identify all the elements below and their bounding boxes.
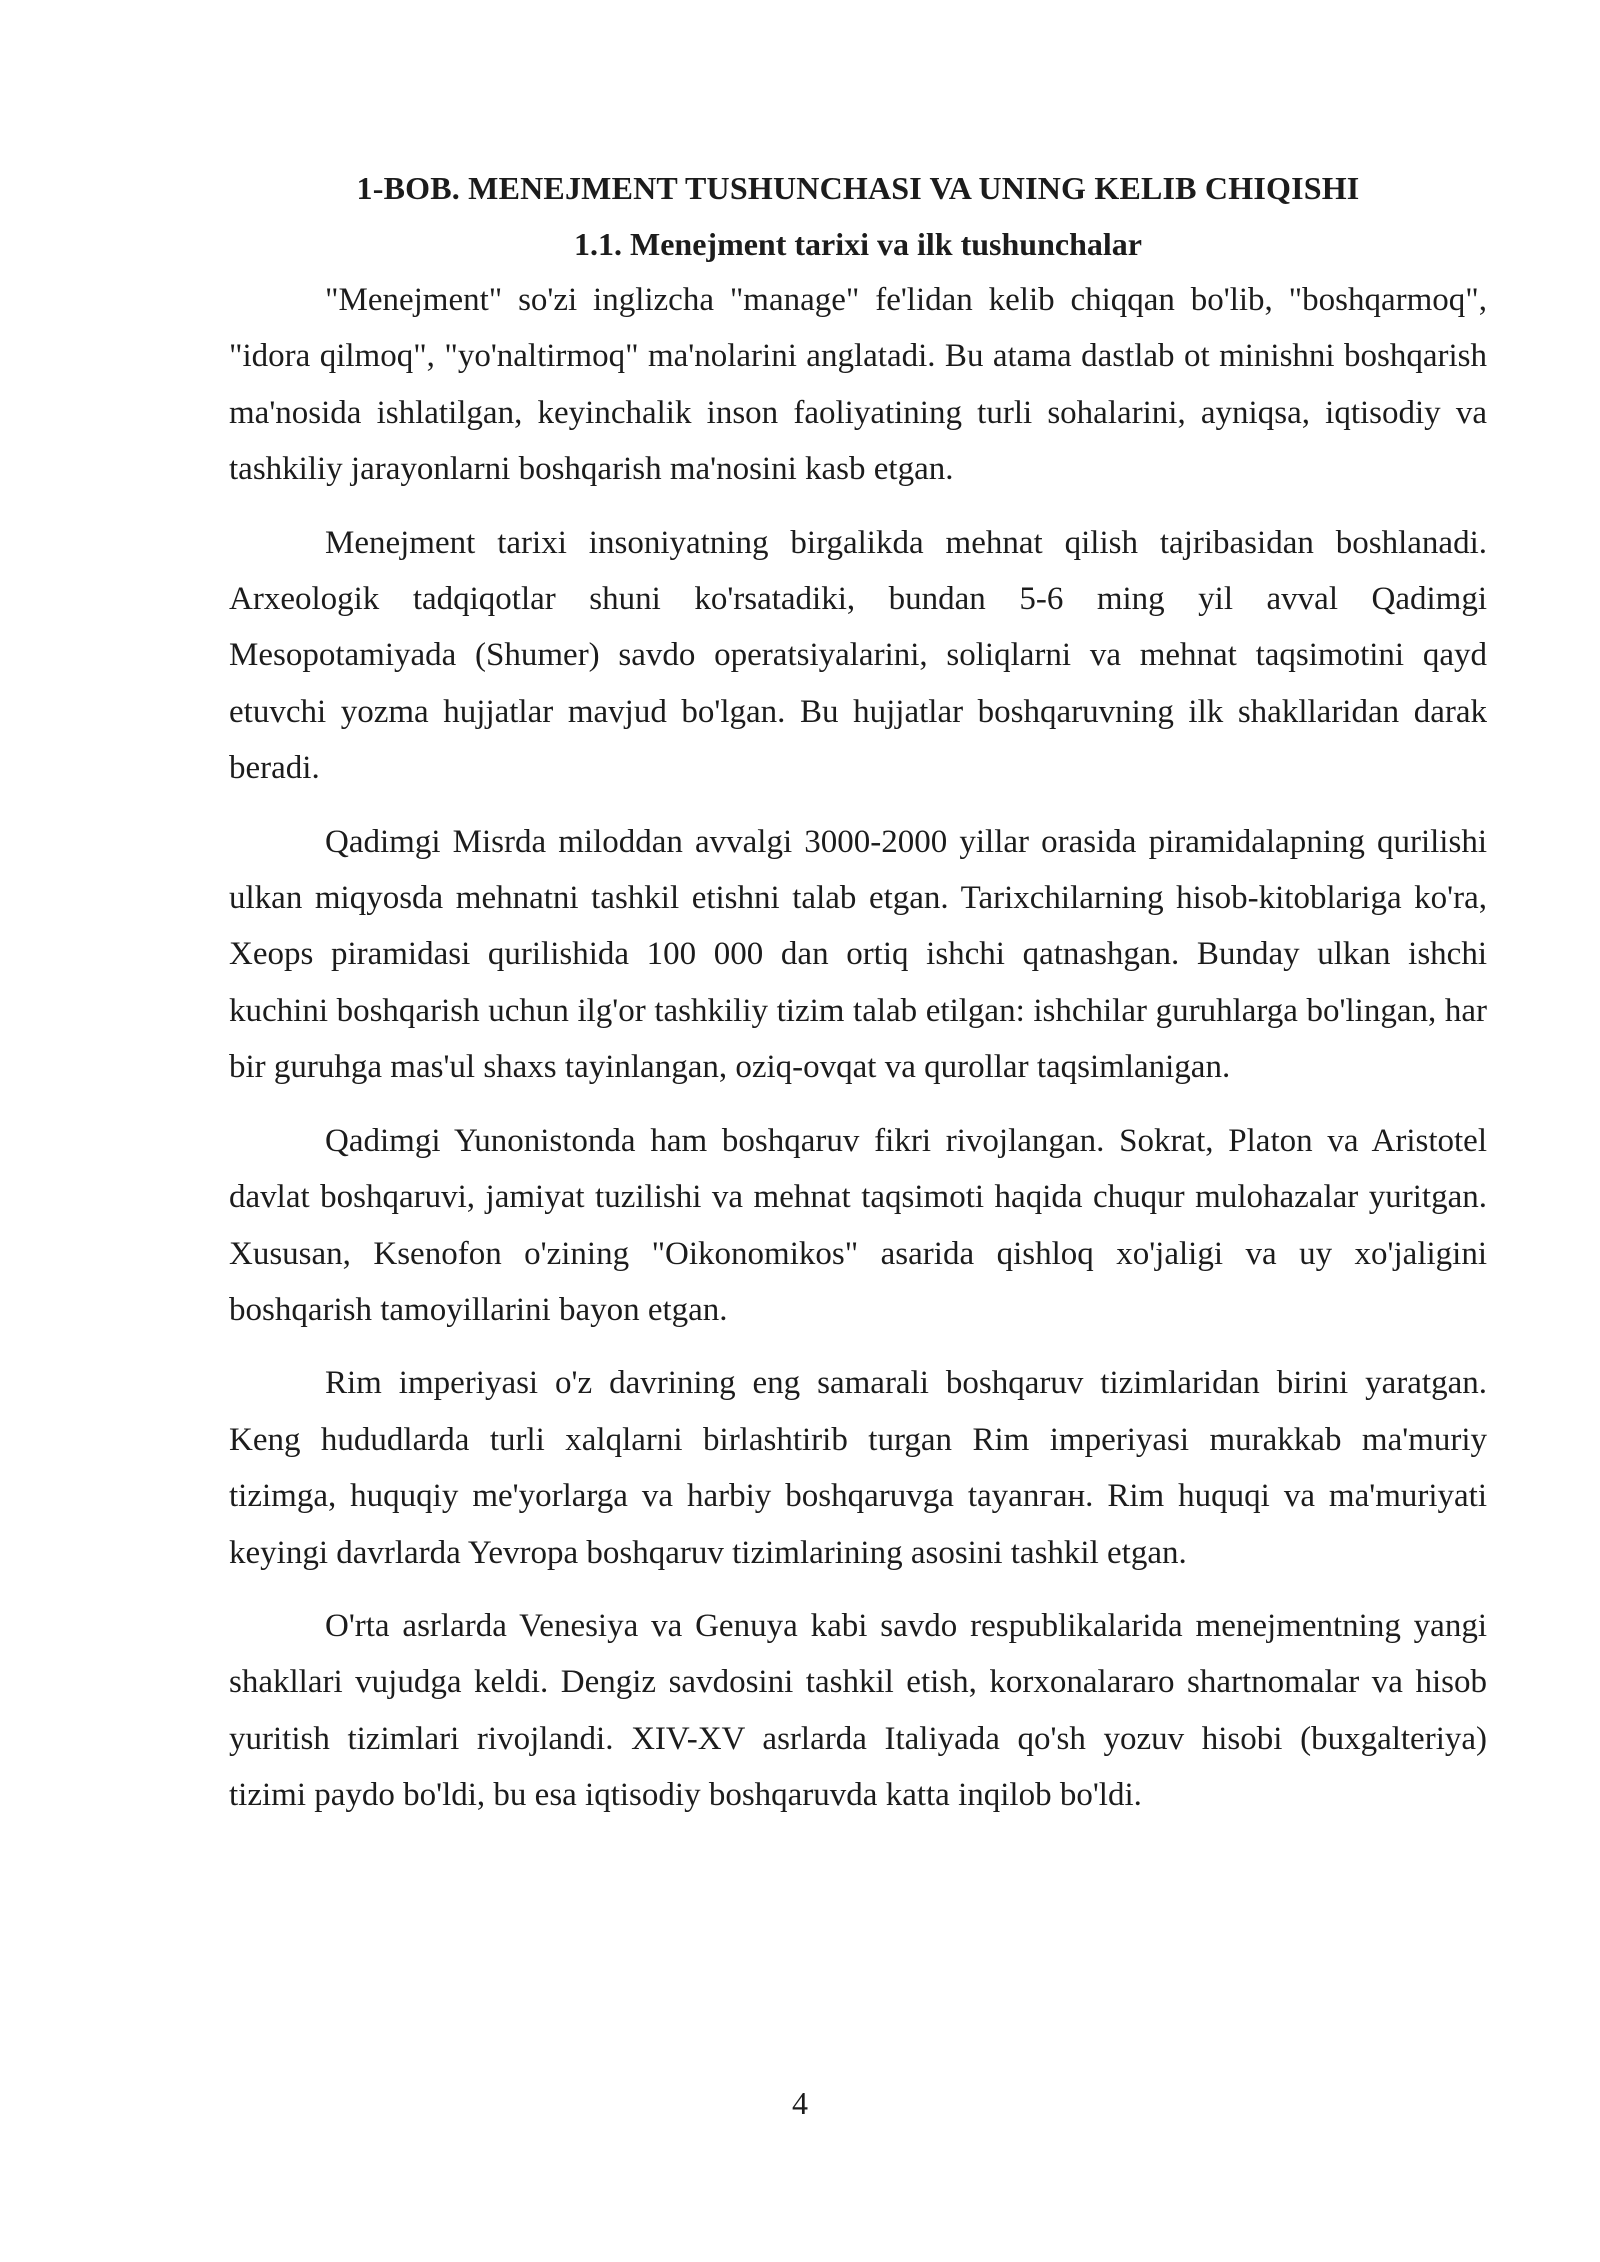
page-number: 4 [792, 2085, 808, 2121]
paragraph-etymology: "Menejment" so'zi inglizcha "manage" fe'lidan kelib chiqqan bo'lib, "boshqarmoq", "idora qilmoq", "yo'naltirmoq" ma'nolarini anglatadi. Bu atama dastlab ot minishni boshqarish ma'nosida ishlatilgan, keyinchalik inson faoliyatining turli sohalarini, ayniqsa, iqtisodiy va tashkiliy jarayonlarni boshqarish ma'nosini kasb etgan. [229, 282, 1487, 488]
chapter-title: 1-BOB. MENEJMENT TUSHUNCHASI VA UNING KELIB CHIQISHI [356, 170, 1360, 206]
document-page [229, 160, 1487, 1841]
paragraph-egypt: Qadimgi Misrda miloddan avvalgi 3000-2000 yillar orasida piramidalapning qurilishi ulkan miqyosda mehnatni tashkil etishni talab etgan. Tarixchilarning hisob-kitoblariga ko'ra, Xeops piramidasi qurilishida 100 000 dan ortiq ishchi qatnashgan. Bunday ulkan ishchi kuchini boshqarish uchun ilg'or tashkiliy tizim talab etilgan: ishchilar guruhlarga bo'lingan, har bir guruhga mas'ul shaxs tayinlangan, oziq-ovqat va qurollar taqsimlanigan. [229, 823, 1487, 1086]
paragraph-rome: Rim imperiyasi o'z davrining eng samarali boshqaruv tizimlaridan birini yaratgan. Keng hududlarda turli xalqlarni birlashtirib turgan Rim imperiyasi murakkab ma'muriy tizimga, huquqiy me'yorlarga va harbiy boshqaruvga tayanган. Rim huquqi va ma'muriyati keyingi davrlarda Yevropa boshqaruv tizimlarining asosini tashkil etgan. [229, 1365, 1487, 1571]
section-title: 1.1. Menejment tarixi va ilk tushunchalar [574, 226, 1142, 262]
paragraph-mesopotamia: Menejment tarixi insoniyatning birgalikda mehnat qilish tajribasidan boshlanadi. Arxeologik tadqiqotlar shuni ko'rsatadiki, bundan 5-6 ming yil avval Qadimgi Mesopotamiyada (Shumer) savdo operatsiyalarini, soliqlarni va mehnat taqsimotini qayd etuvchi yozma hujjatlar mavjud bo'lgan. Bu hujjatlar boshqaruvning ilk shakllaridan darak beradi. [229, 524, 1487, 787]
paragraph-middle-ages: O'rta asrlarda Venesiya va Genuya kabi savdo respublikalarida menejmentning yangi shakllari vujudga keldi. Dengiz savdosini tashkil etish, korxonalararo shartnomalar va hisob yuritish tizimlari rivojlandi. XIV-XV asrlarda Italiyada qo'sh yozuv hisobi (buxgalteriya) tizimi paydo bo'ldi, bu esa iqtisodiy boshqaruvda katta inqilob bo'ldi. [229, 1607, 1487, 1814]
paragraph-greece: Qadimgi Yunonistonda ham boshqaruv fikri rivojlangan. Sokrat, Platon va Aristotel davlat boshqaruvi, jamiyat tuzilishi va mehnat taqsimoti haqida chuqur mulohazalar yuritgan. Xususan, Ksenofon o'zining "Oikonomikos" asarida qishloq xo'jaligi va uy xo'jaligini boshqarish tamoyillarini bayon etgan. [229, 1122, 1487, 1328]
